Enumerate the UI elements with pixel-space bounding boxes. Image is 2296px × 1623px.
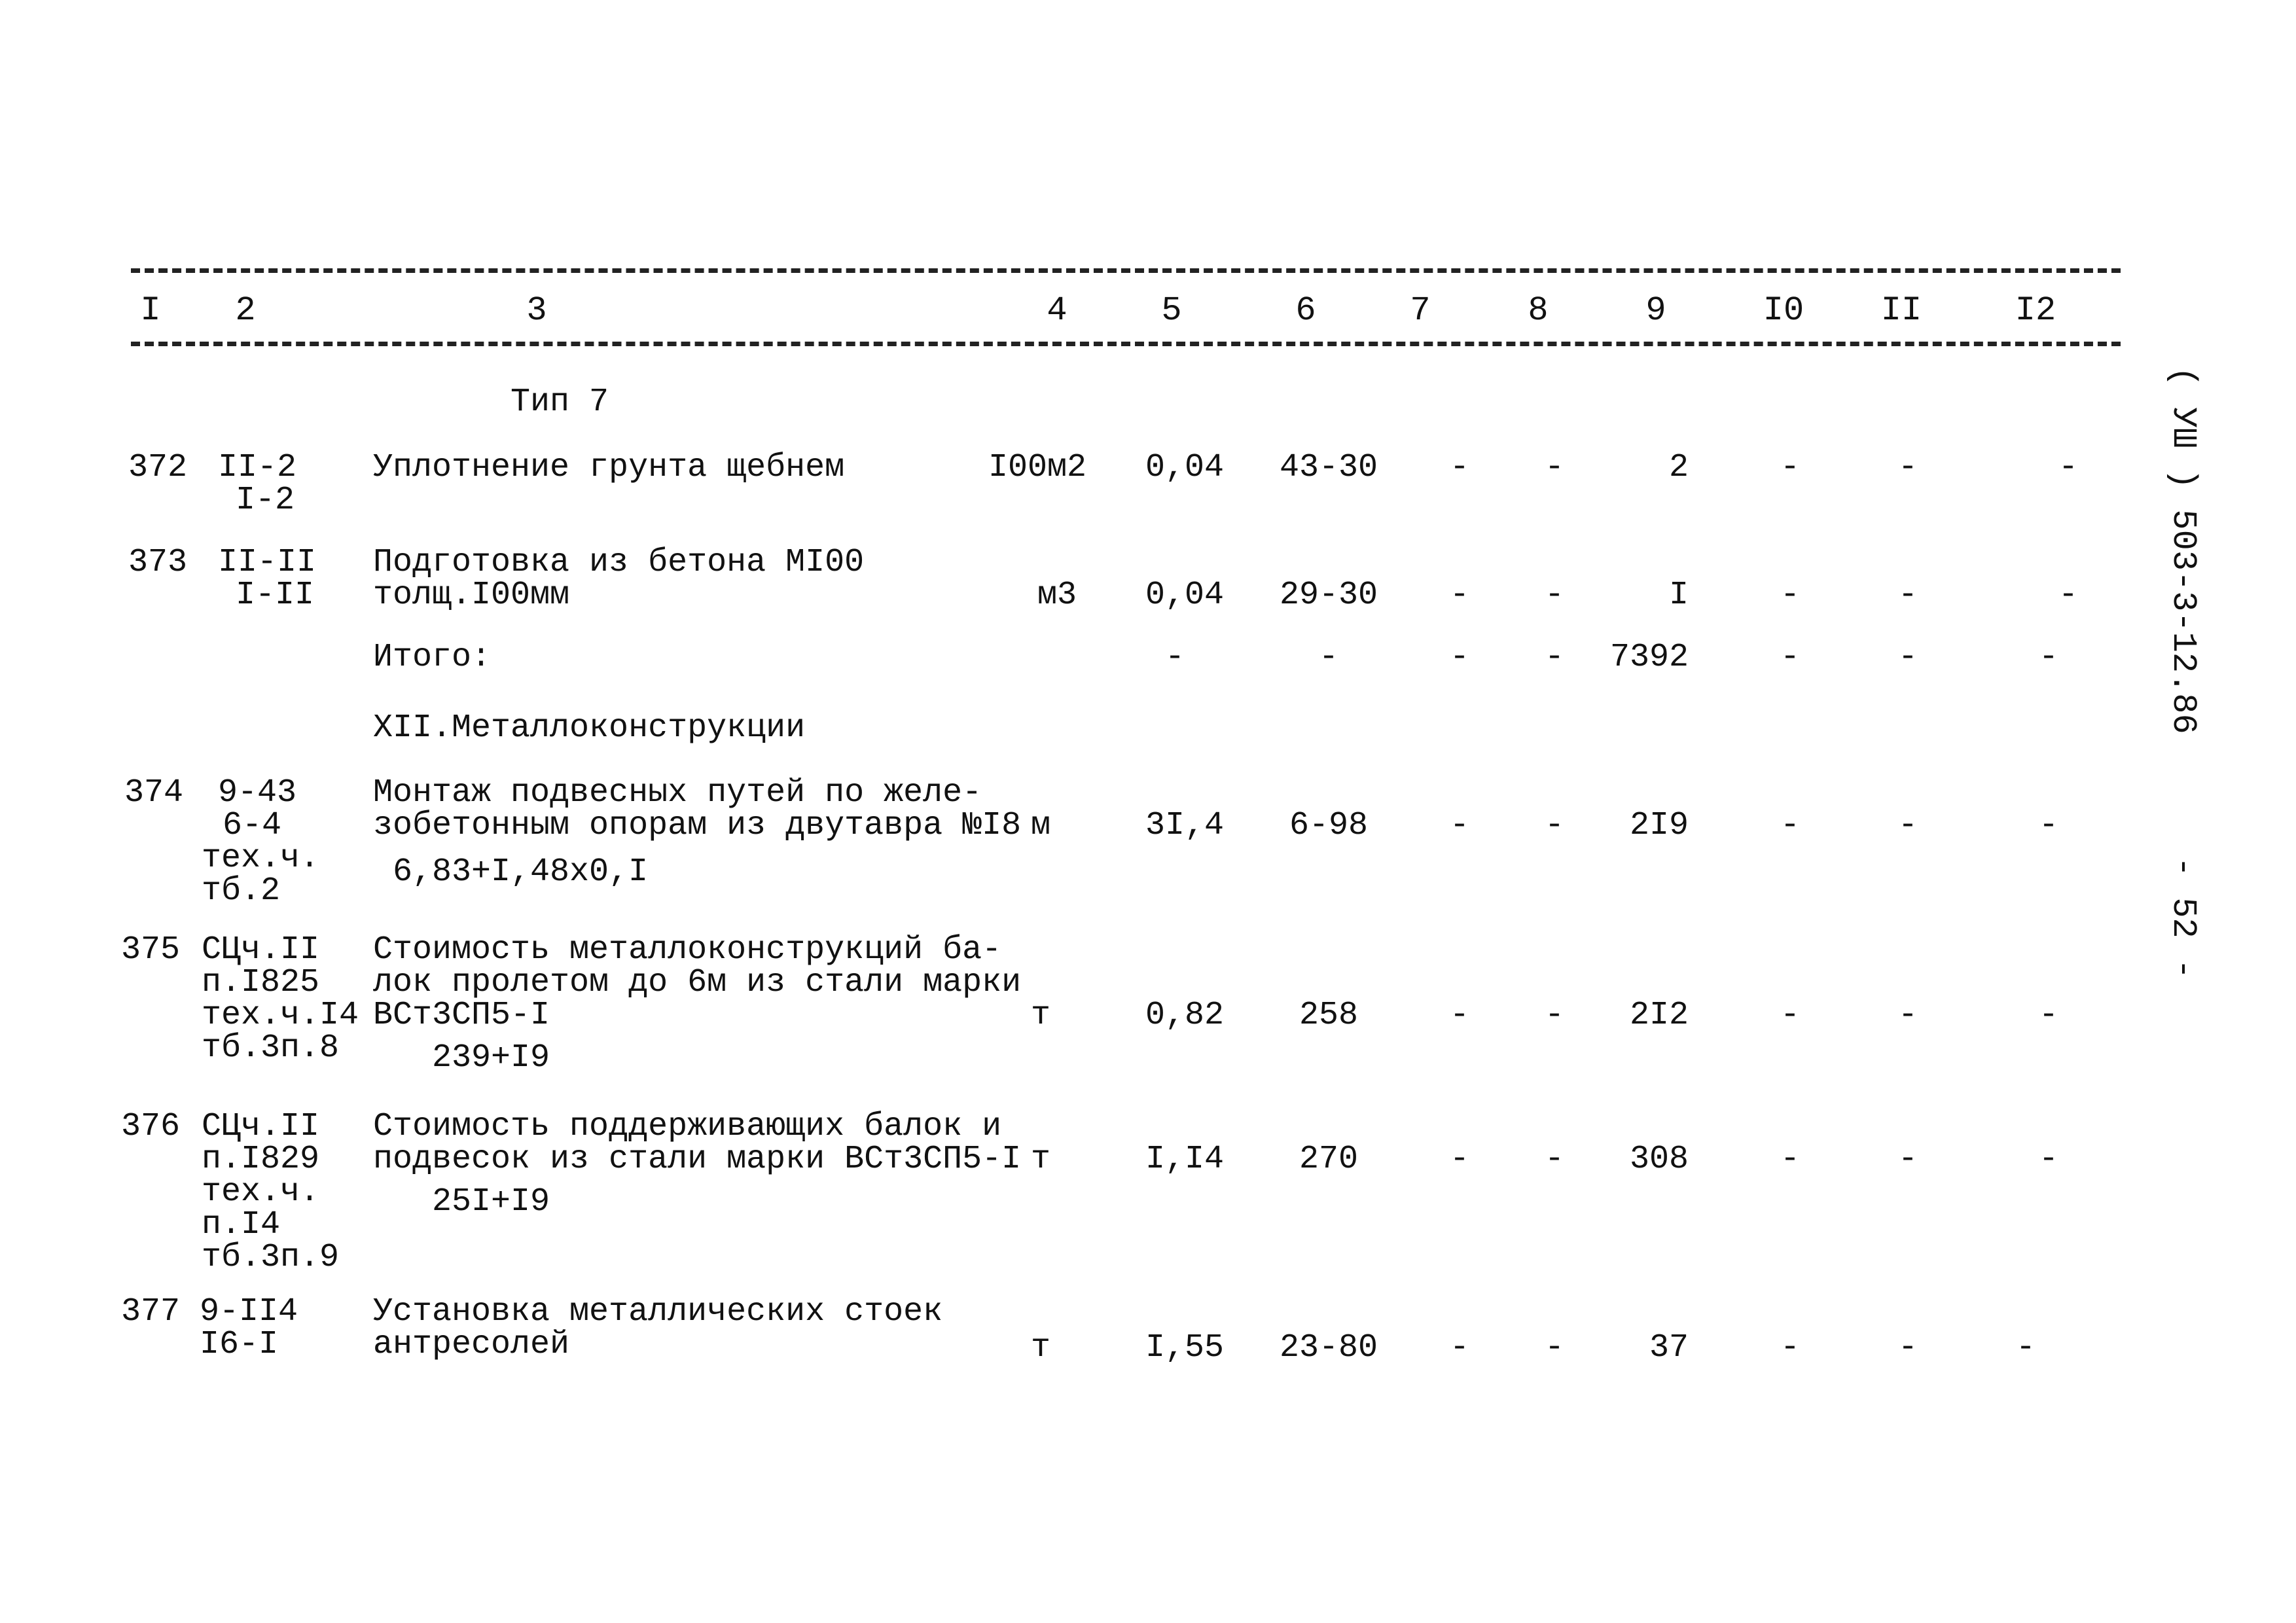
unit-price: 29-30	[1279, 577, 1378, 614]
row-number: 372	[128, 449, 188, 486]
rate-code-line: СЦч.II	[202, 1108, 320, 1145]
quantity: I,I4	[1145, 1141, 1225, 1178]
rate-code-line: тех.ч.I4	[202, 997, 359, 1034]
total-cost: 7392	[1609, 639, 1689, 676]
row-number: 374	[124, 774, 184, 812]
rate-code-line: СЦч.II	[202, 931, 320, 969]
unit-price: 43-30	[1279, 449, 1378, 486]
col12-value: -	[2015, 1329, 2036, 1366]
total-cost: 2	[1668, 449, 1689, 486]
quantity: 3I,4	[1145, 807, 1225, 844]
col11-value: -	[1897, 449, 1918, 486]
col-header-4: 4	[1047, 291, 1067, 330]
rate-code-line: тех.ч.	[202, 1173, 320, 1211]
rate-code-line: тб.2	[202, 872, 281, 910]
work-description-line: Стоимость поддерживающих балок и	[373, 1108, 1002, 1145]
col-header-1: I	[140, 291, 161, 330]
col11-value: -	[1897, 1329, 1918, 1366]
unit-price: 258	[1299, 997, 1358, 1034]
quantity: -	[1164, 639, 1185, 676]
unit-price: 270	[1299, 1141, 1358, 1178]
rate-code-line: II-II	[218, 544, 317, 581]
total-cost: 308	[1629, 1141, 1689, 1178]
quantity-calculation: 239+I9	[432, 1039, 550, 1077]
rate-code-line: п.I829	[202, 1141, 320, 1178]
col-header-12: I2	[2015, 291, 2056, 330]
col-header-3: 3	[526, 291, 547, 330]
total-cost: 2I2	[1629, 997, 1689, 1034]
rate-code-line: тб.3п.9	[202, 1239, 340, 1276]
quantity-calculation: 6,83+I,48x0,I	[393, 853, 649, 891]
col8-value: -	[1544, 1141, 1564, 1178]
section-heading: XII.Металлоконструкции	[373, 709, 806, 747]
col7-value: -	[1449, 807, 1469, 844]
col8-value: -	[1544, 449, 1564, 486]
unit-price: -	[1318, 639, 1338, 676]
col7-value: -	[1449, 449, 1469, 486]
col12-value: -	[2038, 1141, 2058, 1178]
unit: м3	[1037, 577, 1077, 614]
rate-code-line: I-II	[236, 577, 315, 614]
rate-code-line: тб.3п.8	[202, 1029, 340, 1067]
row-number: 373	[128, 544, 188, 581]
unit-price: 23-80	[1279, 1329, 1378, 1366]
col11-value: -	[1897, 577, 1918, 614]
col10-value: -	[1780, 639, 1800, 676]
col-header-2: 2	[235, 291, 256, 330]
unit: т	[1031, 1329, 1051, 1366]
rate-code-line: п.I4	[202, 1206, 281, 1243]
work-description-line: Уплотнение грунта щебнем	[373, 449, 845, 486]
col8-value: -	[1544, 639, 1564, 676]
col10-value: -	[1780, 577, 1800, 614]
col12-value: -	[2038, 997, 2058, 1034]
rate-code-line: I-2	[236, 482, 295, 519]
rate-code-line: 9-43	[218, 774, 297, 812]
col12-value: -	[2038, 639, 2058, 676]
col11-value: -	[1897, 807, 1918, 844]
col10-value: -	[1780, 449, 1800, 486]
col11-value: -	[1897, 639, 1918, 676]
col10-value: -	[1780, 807, 1800, 844]
col7-value: -	[1449, 1141, 1469, 1178]
quantity-calculation: 25I+I9	[432, 1183, 550, 1221]
quantity: 0,04	[1145, 449, 1225, 486]
section-type-heading: Тип 7	[511, 383, 609, 421]
rate-code-line: II-2	[218, 449, 297, 486]
col8-value: -	[1544, 997, 1564, 1034]
col-header-6: 6	[1295, 291, 1316, 330]
rate-code-line: I6-I	[200, 1326, 279, 1363]
total-cost: I	[1668, 577, 1689, 614]
unit: т	[1031, 1141, 1051, 1178]
row-number: 375	[121, 931, 181, 969]
work-description-line: Монтаж подвесных путей по желе-	[373, 774, 982, 812]
col7-value: -	[1449, 1329, 1469, 1366]
col10-value: -	[1780, 1329, 1800, 1366]
col7-value: -	[1449, 997, 1469, 1034]
col12-value: -	[2058, 449, 2078, 486]
col12-value: -	[2058, 577, 2078, 614]
col-header-11: II	[1880, 291, 1922, 330]
col8-value: -	[1544, 1329, 1564, 1366]
rate-code-line: 6-4	[223, 807, 282, 844]
work-description-line: ВСт3СП5-I	[373, 997, 550, 1034]
work-description-line: Подготовка из бетона МI00	[373, 544, 865, 581]
row-number: 376	[121, 1108, 181, 1145]
rate-code-line: п.I825	[202, 964, 320, 1001]
row-number: 377	[121, 1293, 181, 1330]
total-label: Итого:	[373, 639, 492, 676]
col11-value: -	[1897, 997, 1918, 1034]
col8-value: -	[1544, 577, 1564, 614]
work-description-line: Установка металлических стоек	[373, 1293, 943, 1330]
col8-value: -	[1544, 807, 1564, 844]
col12-value: -	[2038, 807, 2058, 844]
col-header-7: 7	[1410, 291, 1431, 330]
total-cost: 37	[1649, 1329, 1689, 1366]
col7-value: -	[1449, 639, 1469, 676]
work-description-line: лок пролетом до 6м из стали марки	[373, 964, 1022, 1001]
work-description-line: антресолей	[373, 1326, 570, 1363]
side-page-label: ( УШ ) 503-3-12.86 - 52 -	[2164, 366, 2202, 980]
unit-price: 6-98	[1289, 807, 1369, 844]
unit: т	[1031, 997, 1051, 1034]
col-header-8: 8	[1528, 291, 1549, 330]
total-cost: 2I9	[1629, 807, 1689, 844]
col-header-9: 9	[1645, 291, 1666, 330]
quantity: 0,04	[1145, 577, 1225, 614]
rate-code-line: тех.ч.	[202, 840, 320, 877]
quantity: I,55	[1145, 1329, 1225, 1366]
header-bottom-rule	[131, 342, 2121, 346]
col10-value: -	[1780, 1141, 1800, 1178]
rate-code-line: 9-II4	[200, 1293, 298, 1330]
work-description-line: зобетонным опорам из двутавра №I8	[373, 807, 1022, 844]
quantity: 0,82	[1145, 997, 1225, 1034]
work-description-line: Стоимость металлоконструкций ба-	[373, 931, 1002, 969]
unit: м	[1031, 807, 1051, 844]
col11-value: -	[1897, 1141, 1918, 1178]
col-header-5: 5	[1161, 291, 1182, 330]
col7-value: -	[1449, 577, 1469, 614]
col10-value: -	[1780, 997, 1800, 1034]
header-top-rule	[131, 268, 2121, 273]
work-description-line: толщ.I00мм	[373, 577, 570, 614]
unit: I00м2	[988, 449, 1087, 486]
work-description-line: подвесок из стали марки ВСт3СП5-I	[373, 1141, 1022, 1178]
col-header-10: I0	[1763, 291, 1804, 330]
